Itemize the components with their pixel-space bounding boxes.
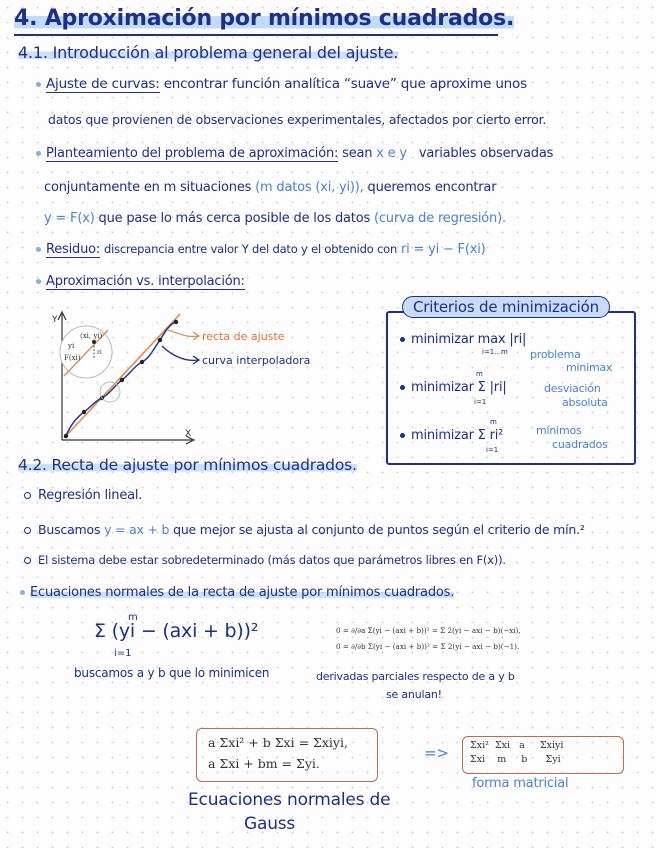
gauss-eq-1: a Σxi² + b Σxi = Σxiyi, [208,735,348,750]
gauss-title-line-2: Gauss [244,814,296,834]
criterion-abs-note1: desviación [544,382,601,395]
magnifier-point [92,340,96,344]
criterion-minimax [400,332,526,347]
forma-matricial-label: forma matricial [472,776,569,791]
criterion-sq-note1: mínimos [536,424,582,437]
aprox-label: Aproximación vs. interpolación: [46,274,245,289]
plant-text-variables: variables observadas [418,146,554,161]
criterion-minimax-text: minimizar max |ri| [411,332,527,347]
residuo-text: discrepancia entre valor Y del dato y el obtenido con [104,242,398,256]
implies-arrow: => [424,744,449,762]
yi-label: yi [68,342,75,350]
curva-label: curva interpoladora [202,354,311,367]
ajuste-text-1: encontrar función analítica “suave” que aproxime unos [163,76,527,92]
plant-text-conj: conjuntamente en m situaciones [44,180,252,195]
bullet-dot [36,279,41,284]
data-point [158,338,162,342]
bullet-dot [36,82,41,87]
sum-expression: Σ (yi − (axi + b))² [94,620,259,642]
ajuste-line-2 [48,112,546,127]
criterion-abs-sub: i=1 [474,398,487,406]
sistema-text: El sistema debe estar sobredeterminado (más datos que parámetros libres en F(x)). [38,553,506,567]
data-point [120,378,124,382]
bullet-ecuaciones [20,585,454,600]
bullet-buscamos [24,522,585,537]
bullet-dot [20,590,25,595]
plant-text-queremos: queremos encontrar [367,180,497,195]
criterion-minimax-note2: minimax [566,361,613,374]
buscamos-formula: y = ax + b [104,522,170,537]
criterion-sq-sup: m [490,418,497,426]
ajuste-text-2: datos que provienen de observaciones experimentales, afectados por cierto error. [48,112,547,127]
ri-label: ri [97,349,102,356]
bullet-dot [36,247,41,252]
plant-m-datos: (m datos (xi, yi)), [255,180,364,195]
residuo-line [36,242,486,257]
derivadas-note-1: derivadas parciales respecto de a y b [316,670,515,683]
sum-sup: m [128,612,138,623]
page-title-text: 4. Aproximación por mínimos cuadrados. [14,6,515,31]
bullet-dot [36,151,41,156]
buscamos-minimicen: buscamos a y b que lo minimicen [74,666,270,680]
ring-bullet [24,492,31,499]
matrix-row-2: Σxi m b Σyi [470,754,561,765]
ajuste-line-1 [36,76,527,92]
section-4-2-heading [18,456,357,474]
plant-text-pase: que pase lo más cerca posible de los datos [98,211,371,226]
criterion-minimax-sub: i=1...m [482,348,508,356]
ring-bullet [24,527,31,534]
criterion-sq-text: minimizar Σ ri² [411,428,504,443]
plant-yfx: y = F(x) [44,211,95,226]
derivative-eq-a: 0 = ∂/∂a Σ(yi − (axi + b))² = Σ 2(yi − axi − b)(−xi), [336,626,521,635]
gauss-title-line-1: Ecuaciones normales de [188,790,391,810]
data-point [140,360,144,364]
gauss-eq-2: a Σxi + bm = Σyi. [208,756,320,771]
aprox-line [36,274,245,289]
regresion-text: Regresión lineal. [38,488,143,503]
bullet-dot [400,337,405,342]
criteria-title: Criterios de minimización [402,296,610,318]
residuo-label: Residuo: [46,242,101,257]
criterion-sq [400,428,503,443]
ecuaciones-text: Ecuaciones normales de la recta de ajuste por mínimos cuadrados. [30,585,455,600]
bullet-sistema [24,553,506,567]
recta-label: recta de ajuste [202,330,285,343]
criterion-abs-sup: m [476,370,483,378]
page-title [14,6,514,31]
point-label: (xi, yi) [80,332,103,340]
plant-label: Planteamiento del problema de aproximación: [46,146,339,161]
x-axis-label: X [185,429,192,439]
bullet-dot [400,433,405,438]
data-point [82,410,86,414]
sum-sub: i=1 [114,648,132,659]
criterion-abs-text: minimizar Σ |ri| [411,380,507,395]
criterion-sq-sub: i=1 [486,446,499,454]
buscamos-text: Buscamos [38,522,101,537]
data-point [64,434,68,438]
plant-line-1 [36,146,553,161]
data-point [174,320,178,324]
plant-line-3 [44,211,506,226]
bullet-dot [400,385,405,390]
section-4-1-heading [18,43,398,62]
derivadas-note-2: se anulan! [386,688,442,701]
fit-vs-interp-diagram [40,300,380,450]
derivative-eq-b: 0 = ∂/∂b Σ(yi − (axi + b))² = Σ 2(yi − axi − b)(−1). [336,642,520,651]
criterion-abs-note2: absoluta [562,396,608,409]
fx-label: F(xi) [64,354,81,362]
criterion-abs [400,380,507,395]
criterion-sq-note2: cuadrados [552,438,608,451]
bullet-regresion [24,488,142,503]
ring-bullet [24,557,31,564]
recta-arrow [168,330,198,337]
section-4-2-heading-text: 4.2. Recta de ajuste por mínimos cuadrados. [18,456,357,474]
buscamos-rest: que mejor se ajusta al conjunto de puntos según el criterio de mín.² [173,522,585,537]
plant-line-2 [44,180,496,195]
plant-text-sean: sean [342,146,373,161]
residuo-formula: ri = yi − F(xi) [400,242,486,257]
curva-arrow [162,346,198,360]
plant-curva-regresion: (curva de regresión). [373,211,506,226]
title-underline [14,34,498,36]
y-axis-label: Y [52,315,58,325]
plant-xy: x e y [376,146,407,161]
ajuste-label: Ajuste de curvas: [46,76,160,92]
section-4-1-heading-text: 4.1. Introducción al problema general del ajuste. [18,43,399,62]
criterion-minimax-note1: problema [530,348,581,361]
matrix-row-1: Σxi² Σxi a Σxiyi [470,740,564,751]
